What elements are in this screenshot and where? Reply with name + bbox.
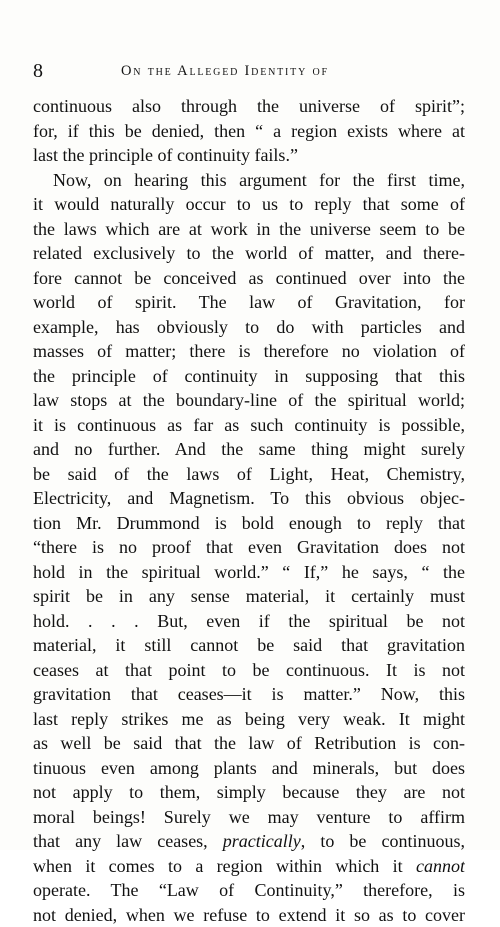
text-line: it is continuous as far as such continuity is possible, xyxy=(33,413,465,438)
text-line: continuous also through the universe of spirit”; xyxy=(33,94,465,119)
text-segment: that any law ceases, xyxy=(33,831,223,851)
text-line: hold in the spiritual world.” “ If,” he says, “ the xyxy=(33,560,465,585)
text-line: gravitation that ceases—it is matter.” Now, this xyxy=(33,682,465,707)
text-line: hold. . . . But, even if the spiritual be not xyxy=(33,609,465,634)
text-line: fore cannot be conceived as continued over into the xyxy=(33,266,465,291)
italic-word: practically xyxy=(223,831,301,851)
text-line: material, it still cannot be said that gravitation xyxy=(33,633,465,658)
text-segment: , to be continuous, xyxy=(301,831,465,851)
text-line: the laws which are at work in the universe seem to be xyxy=(33,217,465,242)
text-line: not denied, when we refuse to extend it so as to cover xyxy=(33,903,465,927)
text-line: tinuous even among plants and minerals, but does xyxy=(33,756,465,781)
text-line: last the principle of continuity fails.” xyxy=(33,143,465,168)
text-line-with-italic xyxy=(33,854,465,879)
text-line: related exclusively to the world of matter, and there- xyxy=(33,241,465,266)
text-line: tion Mr. Drummond is bold enough to reply that xyxy=(33,511,465,536)
text-line: last reply strikes me as being very weak. It might xyxy=(33,707,465,732)
page-number: 8 xyxy=(33,58,43,84)
text-line: spirit be in any sense material, it certainly must xyxy=(33,584,465,609)
text-line: as well be said that the law of Retribution is con- xyxy=(33,731,465,756)
text-segment: when it comes to a region within which it xyxy=(33,856,416,876)
text-line: be said of the laws of Light, Heat, Chemistry, xyxy=(33,462,465,487)
paragraph-start-line: Now, on hearing this argument for the first time, xyxy=(33,168,465,193)
text-line: ceases at that point to be continuous. It is not xyxy=(33,658,465,683)
text-line: law stops at the boundary-line of the spiritual world; xyxy=(33,388,465,413)
running-head: On the Alleged Identity of xyxy=(121,58,329,84)
text-line: and no further. And the same thing might surely xyxy=(33,437,465,462)
text-line: for, if this be denied, then “ a region exists where at xyxy=(33,119,465,144)
page-header xyxy=(33,58,465,84)
text-line: Electricity, and Magnetism. To this obvious objec- xyxy=(33,486,465,511)
italic-word: cannot xyxy=(416,856,465,876)
text-line: not apply to them, simply because they are not xyxy=(33,780,465,805)
body-text xyxy=(33,94,465,927)
text-line: the principle of continuity in supposing that this xyxy=(33,364,465,389)
text-line: masses of matter; there is therefore no violation of xyxy=(33,339,465,364)
text-line: “there is no proof that even Gravitation does not xyxy=(33,535,465,560)
text-line: example, has obviously to do with particles and xyxy=(33,315,465,340)
text-line: operate. The “Law of Continuity,” therefore, is xyxy=(33,878,465,903)
text-line: world of spirit. The law of Gravitation, for xyxy=(33,290,465,315)
text-line: it would naturally occur to us to reply that some of xyxy=(33,192,465,217)
text-line: moral beings! Surely we may venture to affirm xyxy=(33,805,465,830)
